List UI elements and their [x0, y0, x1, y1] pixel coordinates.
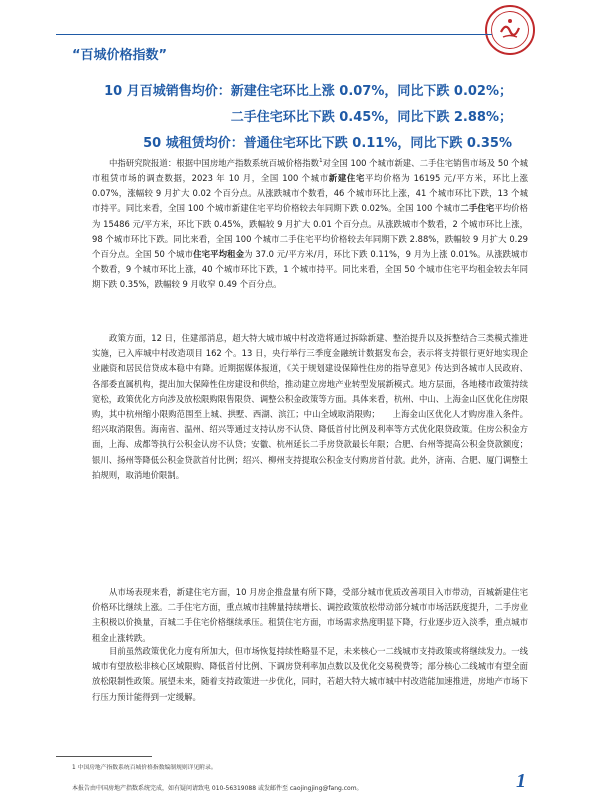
- paragraph-price-overview: [92, 154, 528, 293]
- footnote-rule: [56, 756, 152, 757]
- logo-seal-icon: [484, 4, 536, 56]
- keyword-rent: 住宅平均租金: [193, 249, 245, 260]
- headline-rental: 50 城租赁均价：普通住宅环比下跌 0.11%，同比下跌 0.35%: [143, 136, 512, 151]
- keyword-new-home: 新建住宅: [328, 173, 366, 183]
- section-title: “百城价格指数”: [72, 48, 168, 63]
- text-segment: 中指研究院报道：根据中国房地产指数系统百城价格指数: [109, 157, 320, 168]
- footnote: 1 中国房地产指数系统百城价格指数编制规则详见附录。: [72, 765, 217, 771]
- paragraph-policy: 政策方面，12 日，住建部消息，超大特大城市城中村改造将通过拆除新建、整治提升以及拆整结合三类模式推进实施，已入库城中村改造项目 162 个。13 日，央行举行三季度金融统计数据发布会，表示将支持银行更好地实现企业融资和居民信贷成本稳中有降。近期据媒体报道，《关于规划建设保障性住房的指导意见》传达到各城市人民政府、各部委直属机构，提出加大保障性住房建设和供给，推动建立房地产业转型发展新模式。地方层面，各地楼市政策持续宽松，政策优化方向涉及放松限购限售限贷、调整公积金政策等方面。具体来看，杭州、中山、上海金山区优化住房限购，其中杭州缩小限购范围至上城、拱墅、西湖、滨江；中山全域取消限购； 上海金山区优化人才购房准入条件。绍兴取消限售。海南省、温州、绍兴等通过支持认房不认贷、降低首付比例及利率等方式优化限贷政策。住房公积金方面，上海、成都等执行公积金认房不认贷；安徽、杭州延长二手房贷款最长年限；合肥、台州等提高公积金贷款额度；银川、扬州等降低公积金贷款首付比例；绍兴、柳州支持提取公积金支付购房首付款。此外，济南、合肥、厦门调整土拍规则，取消地价限制。: [92, 333, 528, 480]
- page-number: 1: [516, 770, 526, 792]
- footer-contact: 本报告由中国房地产指数系统完成，如有疑问请致电 010-56319088 或发邮件至 caojingjing@fang.com。: [72, 785, 363, 792]
- text-segment: 为 37.0 元/平方米/月，环比下跌 0.11%，9 月为上涨 0.01%。从涨跌城市个数看，9 个城市环比上涨，40 个城市环比下跌，1 个城市持平。同比来看，全国 50 个城市住宅平均租金较去年同期下跌 0.35%，跌幅较 9 月收窄 0.49 个百分点。: [92, 249, 528, 290]
- headline-new-home: 10 月百城销售均价：新建住宅环比上涨 0.07%，同比下跌 0.02%；: [104, 84, 512, 99]
- paragraph-market: 从市场表现来看，新建住宅方面，10 月房企推盘量有所下降，受部分城市优质改善项目入市带动，百城新建住宅价格环比继续上涨。二手住宅方面，重点城市挂牌量持续增长、调控政策放松带动部分城市市场活跃度提升，二手房业主积极以价换量，百城二手住宅价格继续承压。租赁住宅方面，市场需求热度明显下降，行业逐步迈入淡季，重点城市租金止涨转跌。: [92, 587, 528, 643]
- keyword-second-hand: 二手住宅: [460, 203, 495, 214]
- text-segment: 平均价格为 16195 元/平方米，环比上涨 0.07%，涨幅较 9 月扩大 0.02 个百分点。从涨跌城市个数看，46 个城市环比上涨，41 个城市环比下跌，13 个城市持平。同比来看，全国 100 个城市新建住宅平均价格较去年同期下跌 0.02%。全国 100 个城市: [92, 173, 529, 214]
- header-rule: [56, 34, 492, 35]
- footnote-marker: 1: [319, 158, 323, 164]
- headline-second-hand: 二手住宅环比下跌 0.45%，同比下跌 2.88%；: [230, 110, 512, 125]
- text-segment: 对全国 100 个城市新建、二手住宅销售市场及 50 个城市租赁市场的调查数据，2023 年 10 月，全国 100 个城市: [92, 157, 529, 183]
- text-segment: 平均价格为 15486 元/平方米，环比下跌 0.45%，跌幅较 9 月扩大 0.01 个百分点。从涨跌城市个数看，2 个城市环比上涨，98 个城市环比下跌。同比来看，全国 100 个城市二手住宅平均价格较去年同期下跌 2.88%，跌幅较 9 月扩大 0.29 个百分点。全国 50 个城市: [92, 203, 529, 260]
- paragraph-outlook: 目前虽然政策优化力度有所加大，但市场恢复持续性略显不足，未来核心一二线城市支持政策或将继续发力。一线城市有望放松非核心区域限购、降低首付比例、下调房贷利率加点数以及优化交易税费等；部分核心二线城市有望全面放松限制性政策。展望未来，随着支持政策进一步优化，同时，若超大特大城市城中村改造能加速推进，房地产市场下行压力预计能得到一定缓解。: [92, 646, 528, 702]
